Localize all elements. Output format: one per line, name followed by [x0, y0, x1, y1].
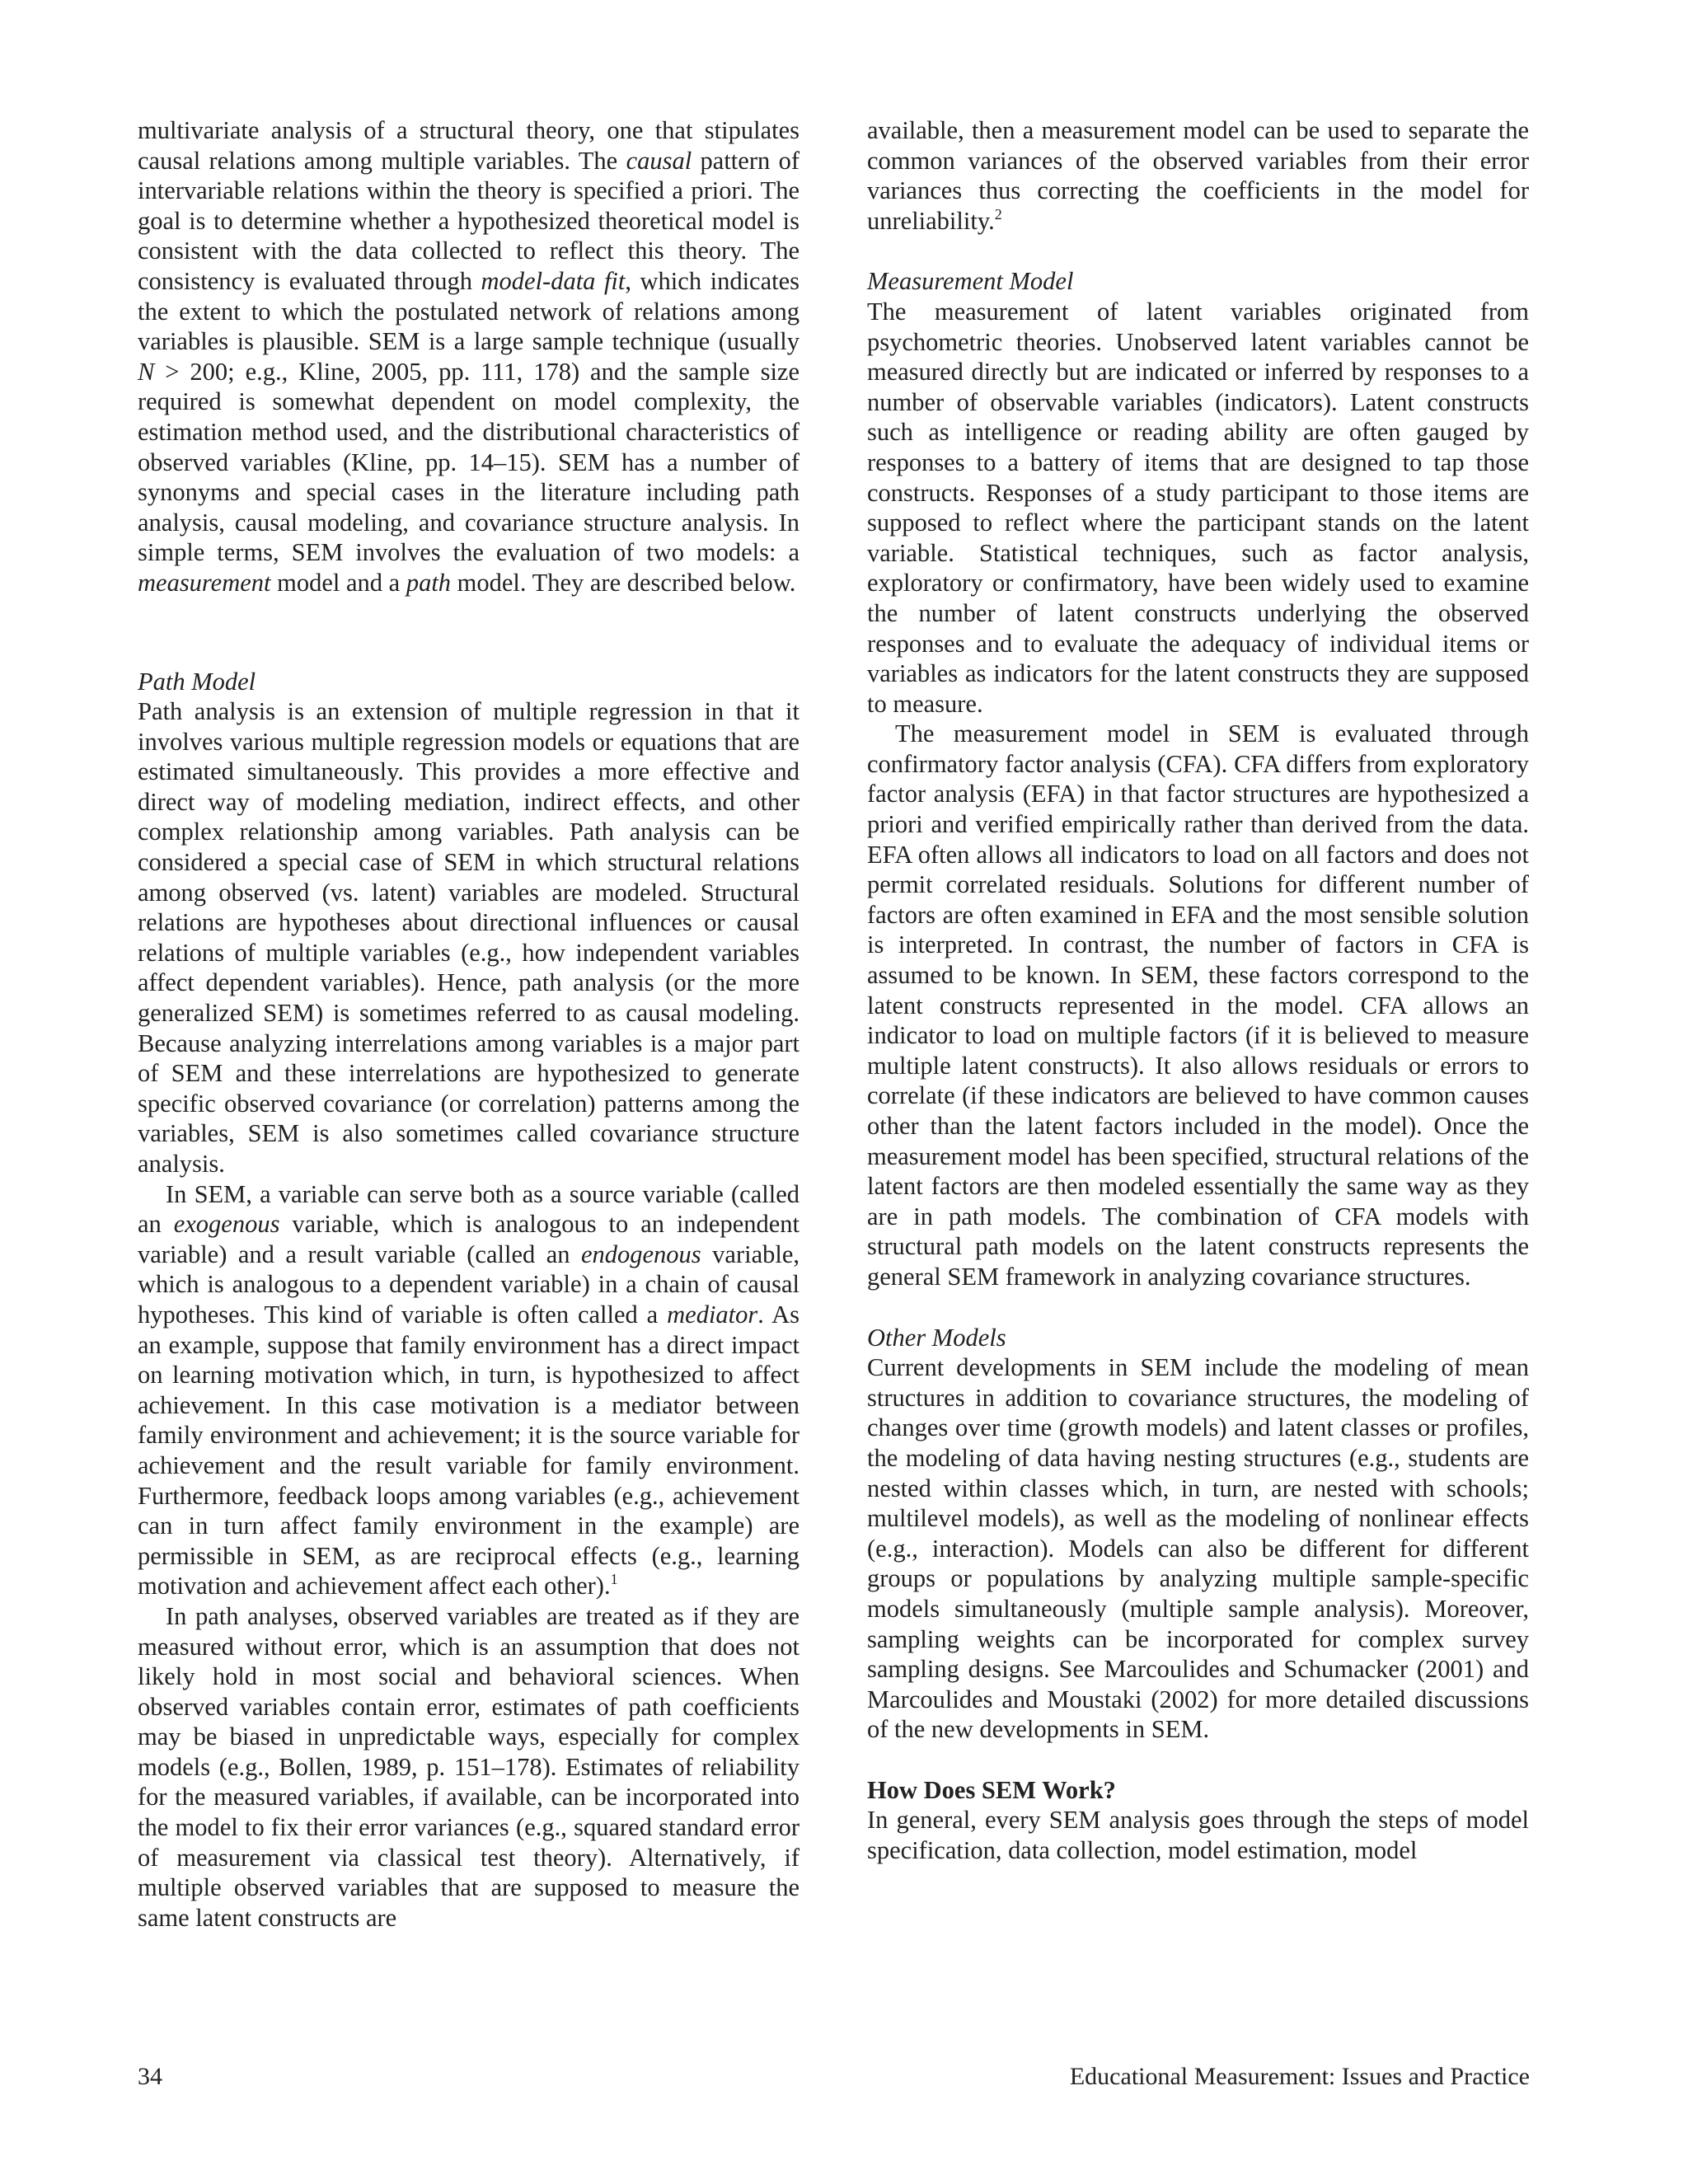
paragraph-sem-intro: multivariate analysis of a structural theory, one that stipulates causal relations among multiple variables. The causal pattern of intervariable relations within the theory is specified a priori. The goal is to determine whether a hypothesized theoretical model is consistent with the data collected to reflect this theory. The consistency is evaluated through model-data fit, which indicates the extent to which the postulated network of relations among variables is plausible. SEM is a large sample technique (usually N > 200; e.g., Kline, 2005, pp. 111, 178) and the sample size required is somewhat dependent on model complexity, the estimation method used, and the distributional characteristics of observed variables (Kline, pp. 14–15). SEM has a number of synonyms and special cases in the literature including path analysis, causal modeling, and covariance structure analysis. In simple terms, SEM involves the evaluation of two models: a measurement model and a path model. They are described below. [138, 116, 799, 597]
paragraph-measurement-error: In path analyses, observed variables are treated as if they are measured without error, which is an assumption that does not likely hold in most social and behavioral sciences. When observed variables contain error, estimates of path coefficients may be biased in unpredictable ways, especially for complex models (e.g., Bollen, 1989, p. 151–178). Estimates of reliability for the measured variables, if available, can be incorporated into the model to fix their error variances (e.g., squared standard error of measurement via classical test theory). Alternatively, if multiple observed variables that are supposed to measure the same latent constructs are [138, 1601, 799, 1932]
heading-path-model: Path Model [138, 667, 256, 696]
heading-measurement-model: Measurement Model [867, 267, 1074, 296]
left-column [138, 115, 799, 1933]
heading-other-models: Other Models [867, 1323, 1006, 1352]
paragraph-latent-variables: The measurement of latent variables originated from psychometric theories. Unobserved latent variables cannot be measured directly but are indicated or inferred by responses to a number of observable variables (indicators). Latent constructs such as intelligence or reading ability are often gauged by responses to a battery of items that are designed to tap those constructs. Responses of a study participant to those items are supposed to reflect where the participant stands on the latent variable. Statistical techniques, such as factor analysis, exploratory or confirmatory, have been widely used to examine the number of latent constructs underlying the observed responses and to evaluate the adequacy of individual items or variables as indicators for the latent constructs they are supposed to measure. [867, 297, 1529, 718]
paragraph-other-models: Current developments in SEM include the modeling of mean structures in addition to covariance structures, the modeling of changes over time (growth models) and latent classes or profiles, the modeling of data having nesting structures (e.g., students are nested within classes which, in turn, are nested with schools; multilevel models), as well as the modeling of nonlinear effects (e.g., interaction). Models can also be different for different groups or populations by analyzing multiple sample-specific models simultaneously (multiple sample analysis). Moreover, sampling weights can be incorporated for complex survey sampling designs. See Marcoulides and Schumacker (2001) and Marcoulides and Moustaki (2002) for more detailed discussions of the new developments in SEM. [867, 1353, 1529, 1744]
page-number: 34 [138, 2063, 162, 2090]
journal-title: Educational Measurement: Issues and Practice [1069, 2063, 1530, 2090]
paragraph-source-variable: In SEM, a variable can serve both as a source variable (called an exogenous variable, which is analogous to an independent variable) and a result variable (called an endogenous variable, which is analogous to a dependent variable) in a chain of causal hypotheses. This kind of variable is often called a mediator. As an example, suppose that family environment has a direct impact on learning motivation which, in turn, is hypothesized to affect achievement. In this case motivation is a mediator between family environment and achievement; it is the source variable for achievement and the result variable for family environment. Furthermore, feedback loops among variables (e.g., achievement can in turn affect family environment in the example) are permissible in SEM, as are reciprocal effects (e.g., learning motivation and achievement affect each other).$^1$ [138, 1179, 800, 1601]
footnote-ref-1: 1 [610, 1571, 618, 1588]
right-column [867, 115, 1529, 1866]
paragraph-how-sem-works: In general, every SEM analysis goes through the steps of model specification, data collection, model estimation, model [867, 1806, 1529, 1865]
paragraph-cfa: The measurement model in SEM is evaluated through confirmatory factor analysis (CFA). CFA differs from exploratory factor analysis (EFA) in that factor structures are hypothesized a priori and verified empirically rather than derived from the data. EFA often allows all indicators to load on all factors and does not permit correlated residuals. Solutions for different number of factors are often examined in EFA and the most sensible solution is interpreted. In contrast, the number of factors in CFA is assumed to be known. In SEM, these factors correspond to the latent constructs represented in the model. CFA allows an indicator to load on multiple factors (if it is believed to measure multiple latent constructs). It also allows residuals or errors to correlate (if these indicators are believed to have common causes other than the latent factors included in the model). Once the measurement model has been specified, structural relations of the latent factors are then modeled essentially the same way as they are in path models. The combination of CFA models with structural path models on the latent constructs represents the general SEM framework in analyzing covariance structures. [867, 719, 1529, 1291]
heading-how-sem-works: How Does SEM Work? [867, 1775, 1116, 1804]
footnote-ref-2: 2 [994, 205, 1002, 223]
paragraph-path-analysis: Path analysis is an extension of multiple regression in that it involves various multiple regression models or equations that are estimated simultaneously. This provides a more effective and direct way of modeling mediation, indirect effects, and other complex relationship among variables. Path analysis can be considered a special case of SEM in which structural relations among observed (vs. latent) variables are modeled. Structural relations are hypotheses about directional influences or causal relations of multiple variables (e.g., how independent variables affect dependent variables). Hence, path analysis (or the more generalized SEM) is sometimes referred to as causal modeling. Because analyzing interrelations among variables is a major part of SEM and these interrelations are hypothesized to generate specific observed covariance (or correlation) patterns among the variables, SEM is also sometimes called covariance structure analysis. [138, 697, 799, 1178]
paragraph-measurement-separation: available, then a measurement model can be used to separate the common variances of the observed variables from their error variances thus correcting the coefficients in the model for unreliability.$^2$ [867, 116, 1529, 235]
